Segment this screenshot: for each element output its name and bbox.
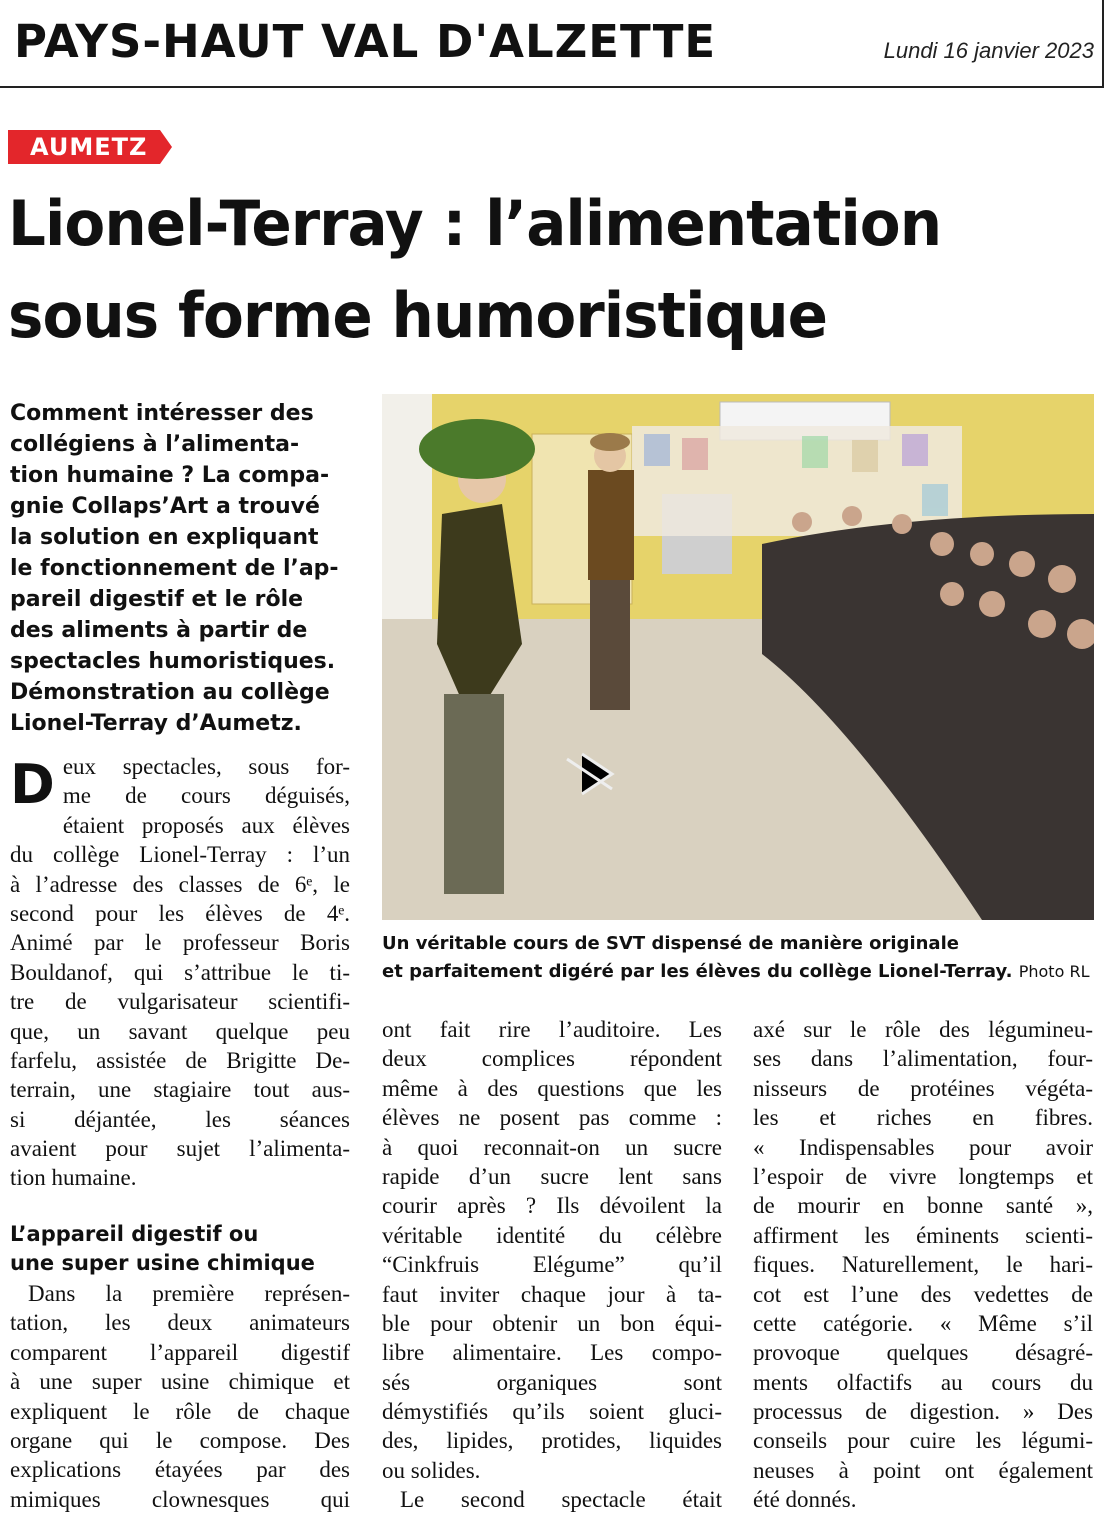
caption-line-1: Un véritable cours de SVT dispensé de manière originale <box>382 933 959 954</box>
lead-line: tion humaine ? La compa- <box>10 463 330 488</box>
lead-line: la solution en expliquant <box>10 525 319 550</box>
headline-line-2: sous forme humoristique <box>8 279 828 352</box>
body-line: à l’adresse des classes de 6ᵉ, le <box>10 871 350 897</box>
body-line: faut inviter chaque jour à ta- <box>382 1281 722 1307</box>
intertitle <box>10 1220 350 1278</box>
body-line: si déjantée, les séances <box>10 1106 350 1132</box>
body-line: cot est l’une des vedettes de <box>753 1281 1093 1307</box>
body-line: processus de digestion. » Des <box>753 1399 1093 1425</box>
lead-line: gnie Collaps’Art a trouvé <box>10 494 320 519</box>
lead-line: spectacles humoristiques. <box>10 649 336 674</box>
kicker-label: AUMETZ <box>30 133 148 161</box>
body-column-2 <box>382 1015 722 1515</box>
body-line: à une super usine chimique et <box>10 1369 350 1395</box>
body-line: tre de vulgarisateur scientifi- <box>10 989 350 1015</box>
body-line: ments olfactifs au cours du <box>753 1369 1093 1395</box>
body-line: des, lipides, protides, liquides <box>382 1428 722 1454</box>
lead-line: des aliments à partir de <box>10 618 308 643</box>
body-line: cette catégorie. « Même s’il <box>753 1310 1093 1336</box>
body-line: libre alimentaire. Les compo- <box>382 1340 722 1366</box>
body-line: tion humaine. <box>10 1165 137 1191</box>
classroom-scene-illustration <box>382 394 1094 920</box>
body-line: « Indispensables pour avoir <box>753 1134 1093 1160</box>
body-line: l’espoir de vivre longtemps et <box>753 1163 1093 1189</box>
body-line: sés organiques sont <box>382 1369 722 1395</box>
body-line: Dans la première représen- <box>28 1281 350 1306</box>
body-line: démystifiés qu’ils soient gluci- <box>382 1399 722 1425</box>
lead-line: Comment intéresser des <box>10 401 314 426</box>
body-column-3 <box>753 1015 1093 1515</box>
body-line: ont fait rire l’auditoire. Les <box>382 1017 722 1042</box>
body-line: Le second spectacle était <box>400 1487 722 1513</box>
body-line: tation, les deux animateurs <box>10 1310 350 1336</box>
caption-line-2: et parfaitement digéré par les élèves du collège Lionel-Terray. <box>382 961 1013 982</box>
body-line: ou solides. <box>382 1457 481 1483</box>
body-line: me de cours déguisés, <box>62 783 350 809</box>
body-line: expliquent le rôle de chaque <box>10 1398 350 1424</box>
body-line: du collège Lionel-Terray : l’un <box>10 842 350 868</box>
body-line: nisseurs de protéines végéta- <box>753 1075 1093 1101</box>
body-line: organe qui le compose. Des <box>10 1427 350 1453</box>
article-lead <box>10 398 360 739</box>
photo-caption <box>382 930 1097 986</box>
body-line: “Cinkfruis Elégume” qu’il <box>382 1252 722 1278</box>
intertitle-line-2: une super usine chimique <box>10 1251 315 1275</box>
body-line: ses dans l’alimentation, four- <box>753 1046 1093 1072</box>
body-column-1 <box>10 752 350 1193</box>
body-line: affirment les éminents scienti- <box>753 1222 1093 1248</box>
photo-credit: Photo RL <box>1018 962 1090 981</box>
body-line: avaient pour sujet l’alimenta- <box>10 1136 350 1162</box>
body-line: les et riches en fibres. <box>753 1105 1093 1131</box>
body-line: terrain, une stagiaire tout aus- <box>10 1077 350 1103</box>
body-column-1-continued <box>10 1279 350 1514</box>
body-line: à quoi reconnait-on un sucre <box>382 1134 722 1160</box>
body-line: deux complices répondent <box>382 1046 722 1072</box>
body-line: Bouldanof, qui s’attribue le ti- <box>10 959 350 985</box>
body-line: que, un savant quelque peu <box>10 1018 350 1044</box>
body-line: Animé par le professeur Boris <box>10 930 350 956</box>
body-line: fiques. Naturellement, le hari- <box>753 1252 1093 1278</box>
body-line: véritable identité du célèbre <box>382 1222 722 1248</box>
article-headline <box>8 178 1103 362</box>
body-line: provoque quelques désagré- <box>753 1340 1093 1366</box>
section-title: PAYS-HAUT VAL D'ALZETTE <box>14 15 717 68</box>
body-line: ble pour obtenir un bon équi- <box>382 1310 722 1336</box>
lead-line: Démonstration au collège <box>10 680 330 705</box>
publication-date: Lundi 16 janvier 2023 <box>883 38 1094 63</box>
body-line: de mourir en bonne santé », <box>753 1193 1093 1219</box>
body-line: rapide d’un sucre lent sans <box>382 1163 722 1189</box>
article-photo <box>382 394 1094 920</box>
lead-line: Lionel-Terray d’Aumetz. <box>10 711 302 736</box>
body-line: comparent l’appareil digestif <box>10 1339 350 1365</box>
location-kicker <box>8 130 172 164</box>
body-line: explications étayées par des <box>10 1457 350 1483</box>
body-line: mimiques clownesques qui <box>10 1486 350 1512</box>
lead-line: pareil digestif et le rôle <box>10 587 304 612</box>
masthead <box>0 0 1104 88</box>
body-line: farfelu, assistée de Brigitte De- <box>10 1047 350 1073</box>
body-line: été donnés. <box>753 1487 857 1513</box>
body-line: élèves ne posent pas comme : <box>382 1105 722 1131</box>
body-line: second pour les élèves de 4ᵉ. <box>10 900 350 926</box>
body-line: neuses à point ont également <box>753 1457 1093 1483</box>
drop-cap: D <box>10 753 55 816</box>
body-line: étaient proposés aux élèves <box>62 812 350 838</box>
body-line: eux spectacles, sous for- <box>62 754 350 779</box>
lead-line: collégiens à l’alimenta- <box>10 432 300 457</box>
body-line: courir après ? Ils dévoilent la <box>382 1193 722 1219</box>
body-line: conseils pour cuire les légumi- <box>753 1428 1093 1454</box>
body-line: même à des questions que les <box>382 1075 722 1101</box>
intertitle-line-1: L’appareil digestif ou <box>10 1222 259 1246</box>
lead-line: le fonctionnement de l’ap- <box>10 556 339 581</box>
headline-line-1: Lionel-Terray : l’alimentation <box>8 187 942 260</box>
body-line: axé sur le rôle des légumineu- <box>753 1017 1093 1042</box>
